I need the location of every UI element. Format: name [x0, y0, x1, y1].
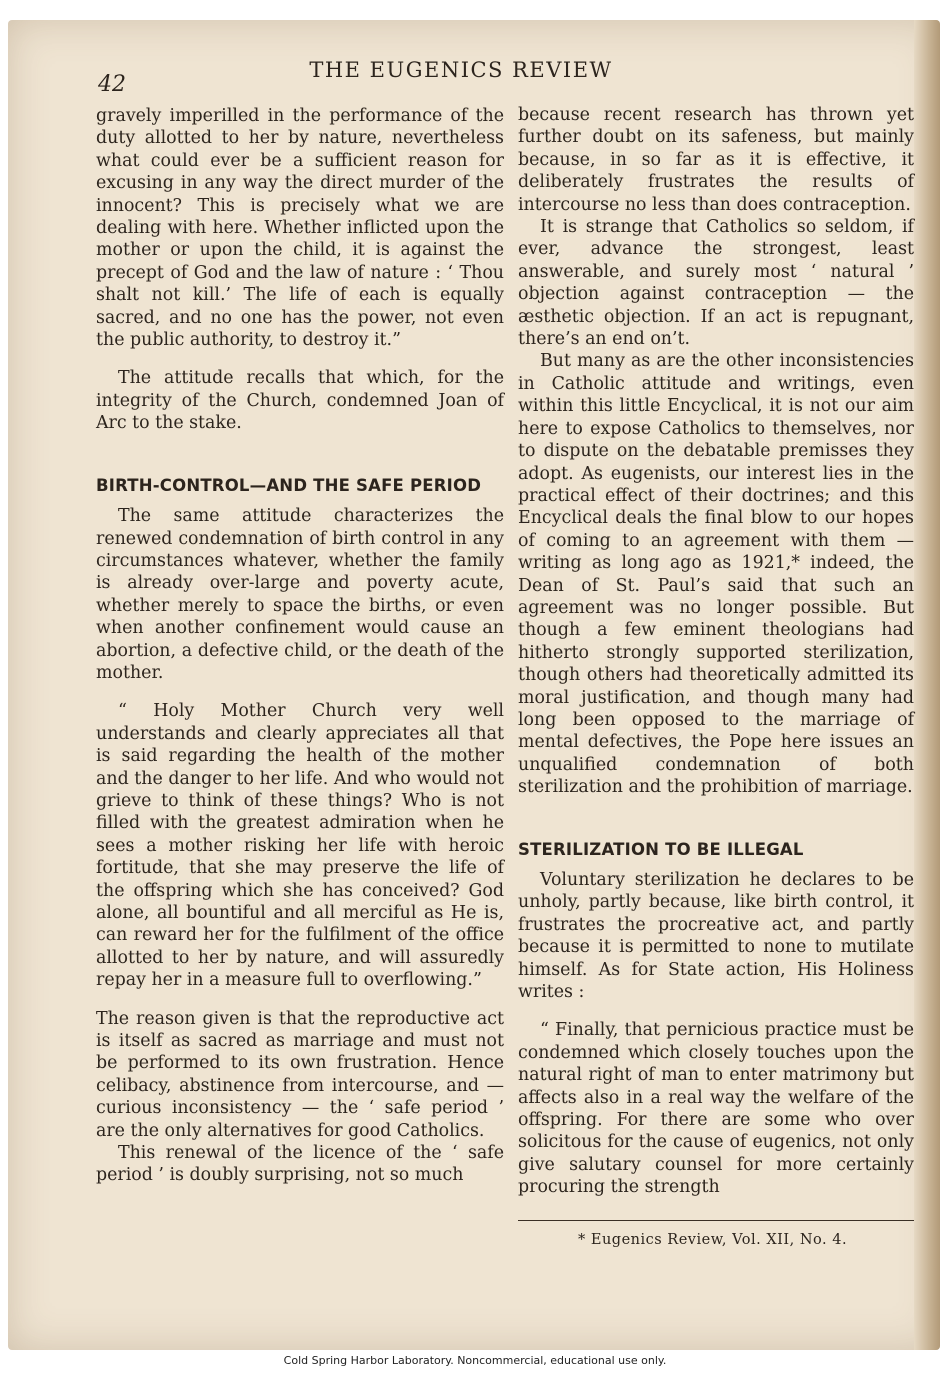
journal-page: [8, 20, 940, 1350]
right-column: [518, 104, 914, 1215]
archive-credit: Cold Spring Harbor Laboratory. Noncommercial, educational use only.: [283, 1354, 667, 1367]
left-paragraph-3: The same attitude characterizes the renewed condemnation of birth control in any circumstances whatever, whether the family is already over-large and poverty acute, whether merely to space the births, or even when another confinement would cause an abortion, a defective child, or the death of the mother.: [96, 506, 504, 683]
page-number: 42: [98, 72, 126, 97]
running-head: THE EUGENICS REVIEW: [309, 58, 613, 82]
section-heading-sterilization: STERILIZATION TO BE ILLEGAL: [518, 839, 804, 859]
left-paragraph-1: gravely imperilled in the performance of the duty allotted to her by nature, nevertheless what could ever be a sufficient reason for excusing in any way the direct murder of the innocent? This is precisely what we are dealing with here. Whether inflicted upon the mother or upon the child, it is against the precept of God and the law of nature : ‘ Thou shalt not kill.’ The life of each is equally sacred, and no one has the power, not even the public authority, to destroy it.”: [96, 106, 504, 351]
right-quote-2: “ Finally, that pernicious practice must be condemned which closely touches upon the natural right of man to enter matrimony but affects also in a real way the welfare of the offspring. For there are some who over solicitous for the cause of eugenics, not only give salutary counsel for more certainly procuring the strength: [518, 1020, 914, 1198]
right-paragraph-4: Voluntary sterilization he declares to be unholy, partly because, like birth control, it frustrates the procreative act, and partly because it is permitted to none to mutilate himself. As for State action, His Holiness writes :: [518, 870, 914, 1003]
page-spine-shadow: [914, 20, 940, 1350]
left-quote-1: “ Holy Mother Church very well understands and clearly appreciates all that is said regarding the health of the mother and the danger to her life. And who would not grieve to think of these things? Who is not filled with the greatest admiration when he sees a mother risking her life with heroic fortitude, that she may preserve the life of the offspring which she has conceived? God alone, all bountiful and all merciful as He is, can reward her for the fulfilment of the office allotted to her by nature, and will assuredly repay her in a measure full to overflowing.”: [96, 701, 504, 991]
left-paragraph-5: This renewal of the licence of the ‘ safe period ’ is doubly surprising, not so much: [96, 1143, 504, 1186]
right-paragraph-2: It is strange that Catholics so seldom, if ever, advance the strongest, least answerable, and surely most ‘ natural ’ objection against contraception — the æsthetic objection. If an act is repugnant, there’s an end on’t.: [518, 217, 914, 350]
left-paragraph-2: The attitude recalls that which, for the integrity of the Church, condemned Joan of Arc to the stake.: [96, 368, 504, 434]
footnote: * Eugenics Review, Vol. XII, No. 4.: [578, 1232, 848, 1248]
right-paragraph-1: because recent research has thrown yet further doubt on its safeness, but mainly because, in so far as it is effective, it deliberately frustrates the results of intercourse no less than does contraception.: [518, 105, 914, 215]
footnote-rule: [518, 1220, 914, 1221]
left-paragraph-4: The reason given is that the reproductive act is itself as sacred as marriage and must not be performed to its own frustration. Hence celibacy, abstinence from intercourse, and — curious inconsistency — the ‘ safe period ’ are the only alternatives for good Catholics.: [96, 1008, 504, 1141]
left-column: [96, 105, 504, 1203]
right-paragraph-3: But many as are the other inconsistencies in Catholic attitude and writings, even within this little Encyclical, it is not our aim here to expose Catholics to themselves, nor to dispute on the debatable premisses they adopt. As eugenists, our interest lies in the practical effect of their doctrines; and this Encyclical deals the final blow to our hopes of coming to an agreement with them —writing as long ago as 1921,* indeed, the Dean of St. Paul’s said that such an agreement was no longer possible. But though a few eminent theologians had hitherto strongly supported sterilization, though others had theoretically admitted its moral justification, and though many had long been opposed to the marriage of mental defectives, the Pope here issues an unqualified condemnation of both sterilization and the prohibition of marriage.: [518, 351, 914, 798]
section-heading-birth-control: BIRTH-CONTROL—AND THE SAFE PERIOD: [96, 475, 482, 495]
